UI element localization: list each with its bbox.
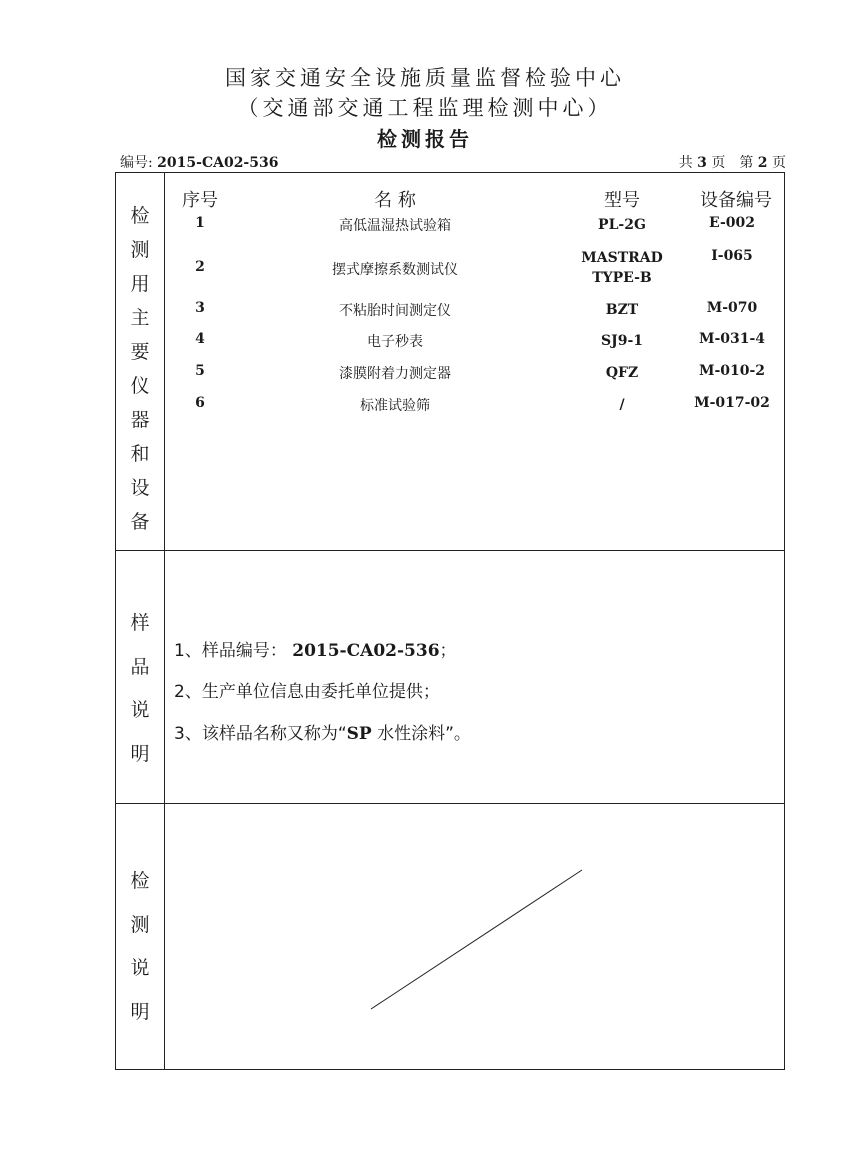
sample-note-2: 2、生产单位信息由委托单位提供； bbox=[174, 682, 440, 702]
column-header-model: 型号 bbox=[604, 190, 640, 211]
sample-note-1-prefix: 1、样品编号： bbox=[174, 641, 287, 661]
equipment-label-char: 器 bbox=[130, 409, 150, 431]
equipment-row-model: MASTRAD TYPE-B bbox=[581, 250, 663, 286]
report-number-label: 编号: bbox=[120, 155, 153, 171]
equipment-row-no: 6 bbox=[195, 395, 205, 411]
equipment-label-char: 和 bbox=[130, 443, 150, 465]
sample-label-char: 明 bbox=[130, 742, 150, 765]
column-header-code: 设备编号 bbox=[700, 190, 772, 211]
organization-name: 国家交通安全设施质量监督检验中心 bbox=[225, 66, 625, 90]
total-pages: 3 bbox=[697, 155, 707, 171]
equipment-row-name: 不粘胎时间测定仪 bbox=[339, 303, 451, 319]
equipment-row-model: PL-2G bbox=[598, 217, 646, 233]
equipment-row-model: QFZ bbox=[605, 365, 639, 381]
test-label-char: 说 bbox=[130, 957, 150, 980]
column-header-no: 序号 bbox=[182, 190, 218, 211]
sample-note-1-suffix: ； bbox=[439, 641, 457, 661]
equipment-row-name: 高低温湿热试验箱 bbox=[339, 218, 451, 234]
sub-organization-name: （交通部交通工程监理检测中心） bbox=[237, 96, 613, 120]
equipment-row-code: I-065 bbox=[711, 248, 753, 264]
sample-label-char: 说 bbox=[130, 699, 150, 722]
page-mid: 页 第 bbox=[711, 155, 754, 171]
page-suffix: 页 bbox=[772, 155, 786, 171]
equipment-label-char: 测 bbox=[130, 239, 150, 261]
equipment-row-code: M-031-4 bbox=[698, 331, 766, 347]
equipment-label-char: 仪 bbox=[130, 375, 150, 397]
report-title: 检测报告 bbox=[377, 127, 473, 151]
equipment-row-no: 3 bbox=[195, 300, 205, 316]
test-label-char: 测 bbox=[130, 913, 150, 936]
equipment-label-char: 检 bbox=[130, 205, 150, 227]
sample-note-3-suffix: 水性涂料”。 bbox=[371, 724, 471, 744]
equipment-row-name: 摆式摩擦系数测试仪 bbox=[332, 262, 458, 278]
equipment-row-model: BZT bbox=[605, 302, 639, 318]
equipment-label-char: 主 bbox=[130, 307, 150, 329]
sample-number: 2015-CA02-536 bbox=[292, 641, 440, 661]
sample-label-char: 品 bbox=[130, 655, 150, 678]
equipment-row-no: 1 bbox=[195, 215, 205, 231]
equipment-label-char: 用 bbox=[130, 273, 150, 295]
equipment-row-model: SJ9-1 bbox=[600, 333, 644, 349]
equipment-row-name: 电子秒表 bbox=[367, 334, 423, 350]
equipment-row-no: 4 bbox=[195, 331, 205, 347]
test-label-char: 明 bbox=[130, 1000, 150, 1023]
equipment-row-model: / bbox=[619, 397, 625, 413]
sample-label-char: 样 bbox=[130, 612, 150, 634]
equipment-row-name: 标准试验筛 bbox=[360, 398, 430, 414]
report-number-value: 2015-CA02-536 bbox=[157, 155, 279, 171]
equipment-row-name: 漆膜附着力测定器 bbox=[339, 366, 451, 382]
test-label-char: 检 bbox=[130, 870, 150, 892]
equipment-row-no: 5 bbox=[195, 363, 205, 379]
sample-note-3-bold: SP bbox=[346, 724, 372, 744]
column-header-name: 名 称 bbox=[374, 190, 416, 211]
equipment-label-char: 备 bbox=[130, 511, 150, 533]
equipment-label-char: 要 bbox=[130, 341, 150, 363]
equipment-row-code: M-017-02 bbox=[694, 395, 770, 411]
page-number: 2 bbox=[757, 155, 768, 171]
sample-note-3-prefix: 3、该样品名称又称为“ bbox=[174, 724, 347, 744]
page-prefix: 共 bbox=[678, 155, 693, 171]
equipment-label-char: 设 bbox=[130, 477, 150, 499]
equipment-row-code: M-010-2 bbox=[698, 363, 766, 379]
equipment-row-code: M-070 bbox=[706, 300, 758, 316]
equipment-row-code: E-002 bbox=[709, 215, 755, 231]
equipment-row-no: 2 bbox=[195, 259, 205, 275]
